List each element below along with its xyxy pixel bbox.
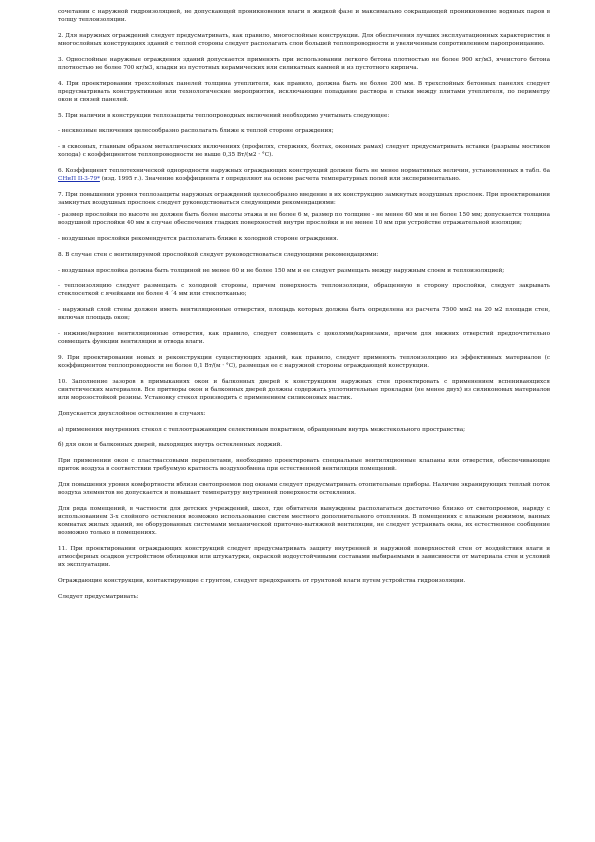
paragraph-text: Для повышения уровня комфортности вблизи светопроемов под окнами следует предусматривать отопительные приборы. Наличие экранирующих теплый поток воздуха элементов не допускается и повышает температуру внутренней поверхности остекления. — [58, 482, 550, 497]
paragraph-3: 3. Однослойные наружные ограждения зданий допускается применять при использовании легкого бетона плотностью не более 900 кг/м3, ячеистого бетона плотностью не более 700 кг/м3, кладки из пустотных керамических или силикатных камней и из пустотного кирпича. — [58, 56, 550, 71]
list-item: - воздушные прослойки рекомендуется располагать ближе к холодной стороне ограждения. — [58, 235, 339, 242]
paragraph-6 — [58, 167, 550, 183]
paragraph-6-before: 6. Коэффициент теплотехнической однородности наружных ограждающих конструкций должен быть не менее нормативных величин, установленных в табл. 6а — [58, 168, 550, 175]
paragraph-5: 5. При наличии в конструкции теплозащиты теплопроводных включений необходимо учитывать следующее: — [58, 112, 390, 119]
paragraph-6-after: (изд. 1995 г.). Значение коэффициента r определяют на основе расчета температурных полей или экспериментально. — [99, 176, 461, 183]
list-item: - в сквозных, главным образом металлических включениях (профилях, стержнях, болтах, оконных рамах) следует предусматривать вставки (разрывы мостиков холода) с коэффициентом теплопроводности не выше 0,35 Вт/(м2 · °С). — [58, 144, 550, 159]
paragraph-continuation: сочетании с наружной гидроизоляцией, не допускающей проникновения влаги в жидкой фазе и максимально сокращающей проникновение водяных паров в толщу теплоизоляции. — [58, 9, 550, 24]
paragraph-text: Следует предусматривать: — [58, 593, 139, 600]
paragraph-9: 9. При проектировании новых и реконструкции существующих зданий, как правило, следует применять теплоизоляцию из эффективных материалов (с коэффициентом теплопроводности не более 0,1 Вт/(м · °С), размещая ее с наружной стороны ограждающей конструкции. — [58, 354, 550, 370]
list-item: а) применения внутренних стекол с теплоотражающим селективным покрытием, обращенным внутрь межстекольного пространства; — [58, 426, 466, 433]
list-item: - наружный слой стены должен иметь вентиляционные отверстия, площадь которых должна быть определена из расчета 7500 мм2 на 20 м2 площади стен, включая площадь окон; — [58, 307, 550, 322]
paragraph-2: 2. Для наружных ограждений следует предусматривать, как правило, многослойные конструкции. Для обеспечения лучших эксплуатационных характеристик в многослойных конструкциях зданий с теплой стороны следует располагать слои большей теплопроводности и увеличенным сопротивлением паропроницанию. — [58, 32, 550, 47]
list-item: - нижние/верхние вентиляционные отверстия, как правило, следует совмещать с цоколями/карнизами, причем для нижних отверстий предпочтительно совмещать функции вентиляции и отвода влаги. — [58, 331, 550, 346]
list-item: - несквозные включения целесообразно располагать ближе к теплой стороне ограждения; — [58, 128, 334, 135]
paragraph-8: 8. В случае стен с вентилируемой прослойкой следует руководствоваться следующими рекомендациями: — [58, 251, 379, 258]
list-item: - теплоизоляцию следует размещать с холодной стороны, причем поверхность теплоизоляции, обращенную в сторону прослойки, следует закрывать стеклосеткой с ячейками не более 4 ´4 мм или стеклотканью; — [58, 283, 550, 298]
paragraph-11: 11. При проектировании ограждающих конструкций следует предусматривать защиту внутренней и наружной поверхностей стен от воздействия влаги и атмосферных осадков устройством облицовки или штукатурки, окраской водоустойчивыми составами выбираемыми в зависимости от материала стен и условий их эксплуатации. — [58, 545, 550, 569]
list-item: - воздушная прослойка должна быть толщиной не менее 60 и не более 150 мм и ее следует размещать между наружным слоем и теплоизоляцией; — [58, 267, 505, 274]
paragraph-text: Для ряда помещений, в частности для детских учреждений, школ, где обитатели вынуждены располагаться достаточно близко от светопроемов, наряду с использованием 3-х слойного остекления возможно использование систем местного дополнительного отопления. В помещениях с влажным режимом, ванных комнатах жилых зданий, не оборудованных системами механической приточно-вытяжной вентиляции, не следует устраивать окна, их естественное сообщение возможно только в помещениях. — [58, 505, 550, 537]
paragraph-text: Ограждающие конструкции, контактирующие с грунтом, следует предохранять от грунтовой влаги путем устройства гидроизоляции. — [58, 577, 466, 584]
list-item: б) для окон и балконных дверей, выходящих внутрь остекленных лоджий. — [58, 442, 283, 449]
paragraph-text: Допускается двухслойное остекление в случаях: — [58, 410, 206, 417]
paragraph-4: 4. При проектировании трехслойных панелей толщина утеплителя, как правило, должна быть не более 200 мм. В трехслойных бетонных панелях следует предусматривать конструктивные или технологические мероприятия, исключающие попадание раствора в стыки между плитами утеплителя, по периметру окон и связей панелей. — [58, 80, 550, 103]
paragraph-7: 7. При повышении уровня теплозащиты наружных ограждений целесообразно введение в их конструкцию замкнутых воздушных прослоек. При проектировании замкнутых воздушных прослоек следует руководствоваться следующими рекомендациями: — [58, 191, 550, 206]
paragraph-10: 10. Заполнение зазоров в примыканиях окон и балконных дверей к конструкциям наружных стен проектировать с применением вспенивающихся синтетических материалов. Все притворы окон и балконных дверей должны содержать уплотнительные прокладки (не менее двух) из силиконовых материалов или морозостойкой резины. Установку стекол производить с применением силиконовых мастик. — [58, 378, 550, 401]
list-item: - размер прослойки по высоте не должен быть более высоты этажа и не более 6 м, размер по толщине - не менее 60 мм и не более 150 мм; допускается толщина воздушной прослойки 40 мм в случае обеспечения гладких поверхностей внутри прослойки и не менее 10 мм при устройстве отражательной изоляции; — [58, 212, 550, 227]
paragraph-text: При применении окон с пластмассовыми переплетами, необходимо проектировать специальные вентиляционные клапаны или отверстия, обеспечивающие приток воздуха в соответствии требуемую кратность воздухообмена при естественной вентиляции помещений. — [58, 458, 550, 473]
snip-link[interactable]: СНиП II-3-79* — [58, 176, 100, 183]
